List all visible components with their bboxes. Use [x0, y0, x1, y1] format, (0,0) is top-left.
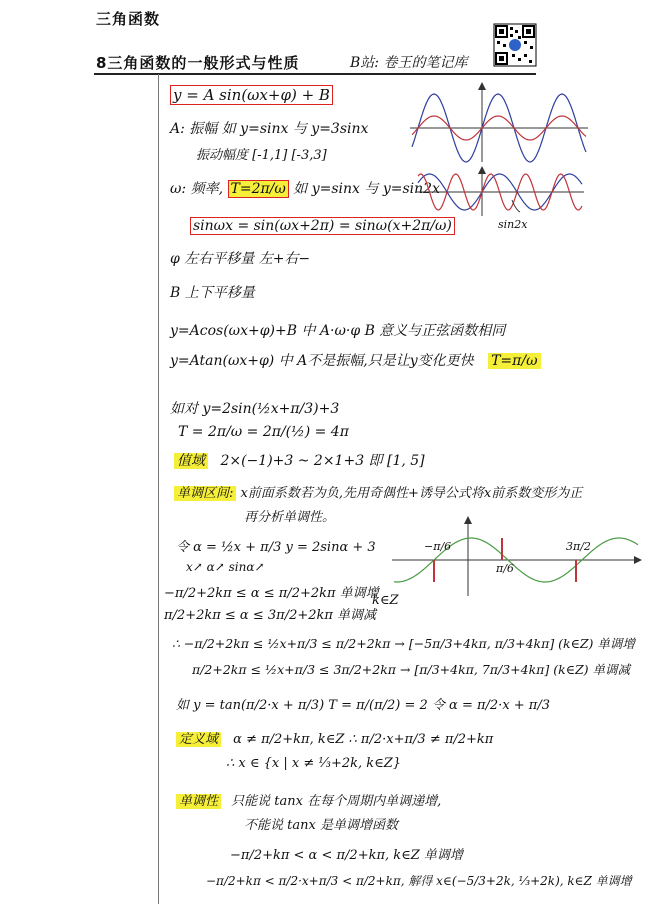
freq-graph-arrow [478, 166, 486, 174]
tan-line-text: y=Atan(ωx+φ) 中 A不是振幅,只是让y变化更快 [170, 353, 474, 369]
range-text: 2×(−1)+3 ~ 2×1+3 即 [1, 5] [220, 453, 425, 469]
example-1-period: T = 2π/ω = 2π/(½) = 4π [178, 424, 349, 440]
sin2x-label: sin2x [498, 218, 528, 231]
tan-line [170, 350, 541, 370]
let-line: 令 α = ½x + π/3 y = 2sinα + 3 [176, 540, 376, 555]
domain-result: ∴ x ∈ {x | x ≠ ⅓+2k, k∈Z} [226, 756, 402, 771]
amplitude-range: 振动幅度 [-1,1] [-3,3] [196, 148, 327, 163]
cos-line: y=Acos(ωx+φ)+B 中 A·ω·φ B 意义与正弦函数相同 [170, 323, 506, 339]
arrow-line: x↗ α↗ sinα↗ [186, 560, 265, 574]
domain-line [176, 728, 493, 747]
mono-text-1: x前面系数若为负,先用奇偶性+诱导公式将x前系数变形为正 [240, 486, 583, 501]
inc-condition: −π/2+2kπ ≤ α ≤ π/2+2kπ 单调增 [164, 586, 379, 601]
mono2-text-2: 不能说 tanx 是单调增函数 [244, 818, 398, 833]
shift-graph [392, 516, 642, 596]
margin-rule [158, 74, 159, 904]
b-line: B 上下平移量 [170, 285, 255, 301]
dec-solve: π/2+2kπ ≤ ½x+π/3 ≤ 3π/2+2kπ → [π/3+4kπ, 7π/3+4kπ] (k∈Z) 单调减 [192, 662, 630, 677]
inc-solve: ∴ −π/2+2kπ ≤ ½x+π/3 ≤ π/2+2kπ → [−5π/3+4kπ, π/3+4kπ] (k∈Z) 单调增 [172, 636, 635, 651]
omega-label: ω: 频率, [170, 181, 224, 197]
mono2-text-1: 只能说 tanx 在每个周期内单调递增, [231, 794, 442, 809]
general-form-text: y = A sin(ωx+φ) + B [170, 85, 333, 105]
phi-line: φ 左右平移量 左+右− [170, 251, 311, 267]
range-line [174, 450, 425, 470]
qr-code [494, 24, 536, 66]
omega-period: T=2π/ω [228, 180, 289, 198]
omega-line [170, 178, 440, 198]
omega-example: 如 y=sinx 与 y=sin2x [293, 181, 440, 197]
domain-text: α ≠ π/2+kπ, k∈Z ∴ π/2·x+π/3 ≠ π/2+kπ [233, 732, 494, 747]
mono-text-2: 再分析单调性。 [244, 510, 336, 525]
category-title: 三角函数 [96, 10, 161, 28]
domain-label: 定义域 [176, 732, 221, 747]
tan-solve: −π/2+kπ < π/2·x+π/3 < π/2+kπ, 解得 x∈(−5/3+2k, ⅓+2k), k∈Z 单调增 [206, 874, 632, 888]
source-label: B站: 卷王的笔记库 [350, 55, 468, 71]
dec-condition: π/2+2kπ ≤ α ≤ 3π/2+2kπ 单调减 [164, 608, 377, 623]
shift-graph-y-arrow [464, 516, 472, 524]
qr-code-graphic [494, 24, 536, 66]
shift-graph-x-arrow [634, 556, 642, 564]
amplitude-line: A: 振幅 如 y=sinx 与 y=3sinx [170, 121, 369, 137]
tan-period: T=π/ω [488, 353, 540, 369]
sin2x-pointer [512, 200, 520, 212]
general-form [170, 86, 333, 104]
page-title: 8三角函数的一般形式与性质 [96, 54, 300, 72]
label-pi-6: π/6 [496, 562, 514, 575]
mono2-line [176, 790, 441, 809]
amp-graph-arrow [478, 82, 486, 90]
range-label: 值域 [174, 453, 208, 469]
label-neg-pi-6: −π/6 [424, 540, 452, 553]
amplitude-graph [410, 84, 590, 164]
mono-line [174, 482, 582, 501]
header-rule [94, 73, 536, 75]
mono2-label: 单调性 [176, 794, 221, 809]
example-2: 如 y = tan(π/2·x + π/3) T = π/(π/2) = 2 令 α = π/2·x + π/3 [176, 698, 550, 713]
k-in-z: k∈Z [372, 593, 399, 608]
tan-inc: −π/2+kπ < α < π/2+kπ, k∈Z 单调增 [230, 848, 463, 863]
label-3pi-2: 3π/2 [566, 540, 591, 553]
example-1: 如对 y=2sin(½x+π/3)+3 [170, 401, 340, 417]
sin-shift-line [190, 218, 455, 234]
mono-label: 单调区间: [174, 486, 236, 501]
sin-shift-text: sinωx = sin(ωx+2π) = sinω(x+2π/ω) [190, 217, 455, 235]
frequency-graph [416, 170, 586, 220]
